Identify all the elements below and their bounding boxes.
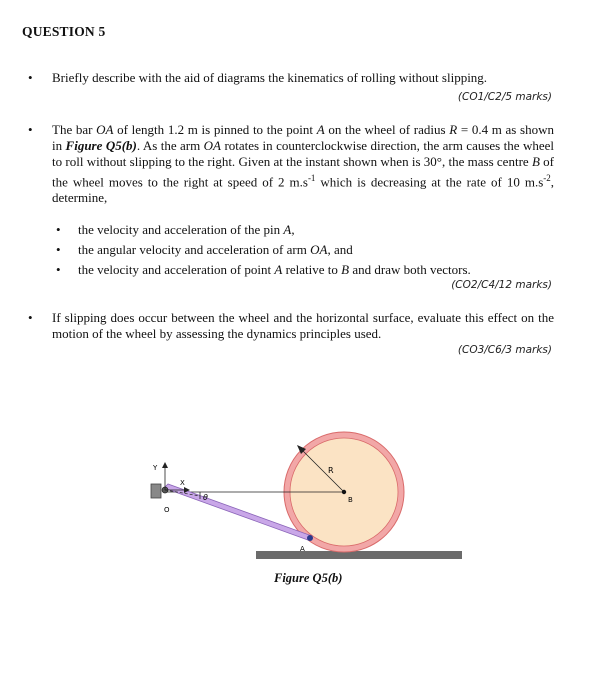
- bullet-2: •: [28, 122, 33, 137]
- part-2-t2: of length 1.2 m is pinned to the point: [113, 122, 317, 137]
- part-2-sup-1: -1: [307, 173, 316, 183]
- sub-3-t2: relative to: [282, 262, 342, 277]
- label-r: R: [328, 466, 334, 475]
- y-axis-arrow: [162, 462, 168, 468]
- part-2-t8: which is decreasing at the rate of 10 m.s: [315, 174, 544, 190]
- sub-2-t2: , and: [327, 242, 353, 257]
- part-2-t3: on the wheel of radius: [324, 122, 450, 137]
- label-theta: θ: [203, 493, 208, 502]
- question-heading: QUESTION 5: [22, 24, 106, 39]
- part-2-a-1: A: [316, 122, 325, 137]
- sub-3-a: A: [274, 262, 283, 277]
- part-2-figure-ref: Figure Q5(b): [65, 138, 137, 153]
- label-b: B: [348, 496, 353, 504]
- part-2-t6: rotates in counterclockwise direction, the arm causes the wheel to roll without slipping to the right. Given at the instant shown when is 30°, the mass centre: [52, 138, 555, 169]
- figure-caption: Figure Q5(b): [274, 571, 343, 585]
- part-2-b-1: B: [531, 154, 540, 169]
- part-2-t5: . As the arm: [136, 138, 204, 153]
- part-2-t4: = 0.4 m as shown in: [52, 122, 554, 153]
- sub-bullet-1: •: [56, 222, 61, 237]
- sub-3-t3: and draw both vectors.: [349, 262, 471, 277]
- label-a: A: [300, 545, 305, 553]
- sub-bullet-3: •: [56, 262, 61, 277]
- bullet-3: •: [28, 310, 33, 325]
- sub-2-t1: the angular velocity and acceleration of arm: [78, 242, 311, 257]
- part-2-r: R: [449, 122, 458, 137]
- bullet-1: •: [28, 70, 33, 85]
- sub-bullet-2: •: [56, 242, 61, 257]
- label-o: O: [164, 506, 170, 514]
- part-3-marks: (CO3/C6/3 marks): [457, 344, 552, 356]
- label-y: Y: [153, 464, 158, 472]
- sub-3-t1: the velocity and acceleration of point: [78, 262, 275, 277]
- ground-surface: [256, 551, 462, 559]
- sub-1-a: A: [283, 222, 292, 237]
- label-x: X: [180, 479, 185, 487]
- part-2-oa-1: OA: [96, 122, 114, 137]
- part-1-text: Briefly describe with the aid of diagrams the kinematics of rolling without slipping.: [52, 70, 488, 85]
- pin-support: [151, 484, 161, 498]
- sub-1-t1: the velocity and acceleration of the pin: [78, 222, 284, 237]
- sub-2-oa: OA: [310, 242, 328, 257]
- part-3-text: If slipping does occur between the wheel and the horizontal surface, evaluate this effect on the motion of the wheel by assessing the dynamics principles used.: [52, 310, 554, 341]
- pin-a: [307, 535, 313, 541]
- part-2-t1: The bar: [52, 122, 97, 137]
- sub-1-t2: ,: [291, 222, 295, 237]
- centre-b: [342, 490, 346, 494]
- part-2-oa-2: OA: [203, 138, 222, 153]
- part-2-marks: (CO2/C4/12 marks): [451, 279, 552, 291]
- sub-3-b: B: [341, 262, 350, 277]
- part-2-t9: , determine,: [52, 174, 555, 206]
- part-1-marks: (CO1/C2/5 marks): [457, 91, 552, 103]
- part-2-t7: of the wheel moves to the right at speed of 2 m.s: [52, 154, 554, 190]
- part-2-sup-2: -2: [543, 173, 551, 183]
